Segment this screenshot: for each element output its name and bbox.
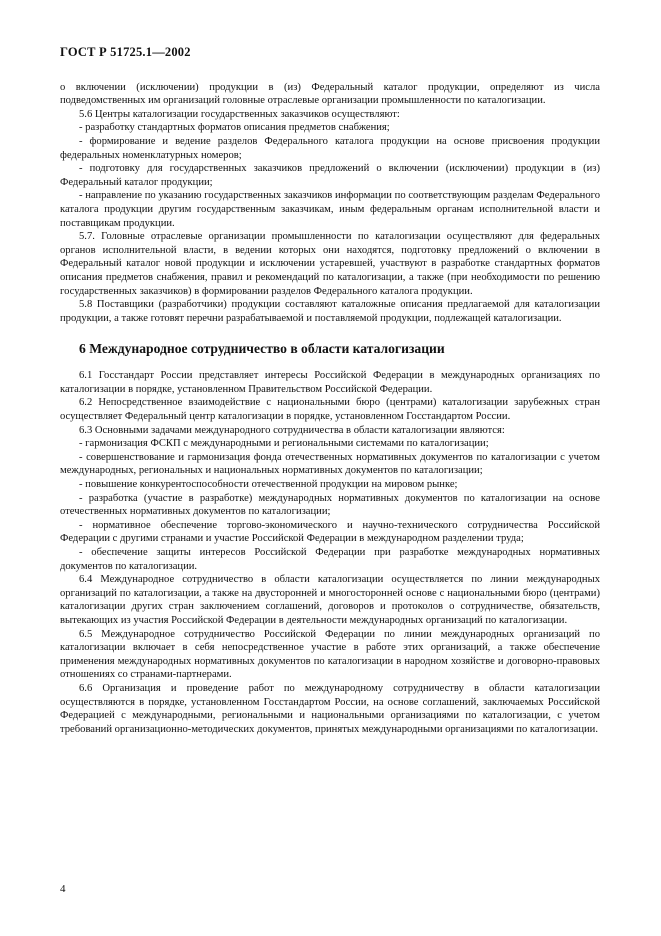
- document-header: ГОСТ Р 51725.1—2002: [60, 45, 191, 59]
- document-page: [60, 46, 600, 736]
- list-item: - нормативное обеспечение торгово-экономического и научно-технического сотрудничества Российской Федерации с другими странами и участие Российской Федерации в международном разделении труда;: [60, 519, 600, 545]
- paragraph: 6.1 Госстандарт России представляет интересы Российской Федерации в международных организациях по каталогизации в порядке, установленном Правительством Российской Федерации.: [60, 370, 600, 395]
- list-item: - обеспечение защиты интересов Российской Федерации при разработке международных нормативных документов по каталогизации.: [60, 547, 600, 572]
- paragraph: 6.3 Основными задачами международного сотрудничества в области каталогизации являются:: [79, 424, 505, 436]
- paragraph: 5.8 Поставщики (разработчики) продукции составляют каталожные описания предлагаемой для каталогизации продукции, а также готовят перечни разрабатываемой и поставляемой продукции, подлежащей каталогизации.: [60, 299, 600, 324]
- paragraph: 6.2 Непосредственное взаимодействие с национальными бюро (центрами) каталогизации зарубежных стран осуществляет Федеральный центр каталогизации в порядке, установленном Госстандартом России.: [60, 397, 600, 423]
- list-item: - совершенствование и гармонизация фонда отечественных нормативных документов по каталогизации с учетом международных, региональных и национальных нормативных документов по каталогизации;: [60, 451, 600, 477]
- section-heading: 6 Международное сотрудничество в области каталогизации: [79, 341, 445, 357]
- list-item: - разработку стандартных форматов описания предметов снабжения;: [79, 122, 390, 134]
- paragraph: 6.5 Международное сотрудничество Российской Федерации по линии международных организаций по каталогизации включает в себя непосредственное участие в работе этих организаций, а также обеспечение применения международных нормативных документов по каталогизации в народном хозяйстве и договорно-правовых отношениях со странами-партнерами.: [60, 628, 600, 681]
- page-number: 4: [60, 883, 66, 895]
- paragraph: 5.6 Центры каталогизации государственных заказчиков осуществляют:: [79, 108, 400, 120]
- paragraph: 6.4 Международное сотрудничество в области каталогизации осуществляется по линии международных организаций по каталогизации, а также на двусторонней и многосторонней основе с национальными бюро (центрами) каталогизации других стран заключением соглашений, договоров и протоколов о сотрудничестве, обязательств, вытекающих из участия Российской Федерации в деятельности международных организаций по каталогизации.: [60, 574, 600, 626]
- list-item: - повышение конкурентоспособности отечественной продукции на мировом рынке;: [79, 479, 458, 491]
- list-item: - гармонизация ФСКП с международными и региональными системами по каталогизации;: [79, 438, 489, 450]
- list-item: - разработка (участие в разработке) международных нормативных документов по каталогизации на основе отечественных нормативных документов по каталогизации;: [60, 492, 600, 518]
- list-item: - направление по указанию государственных заказчиков информации по соответствующим разделам Федерального каталога продукции другим государственным заказчикам, иным федеральным органам исполнительной власти и поставщикам продукции.: [60, 190, 600, 229]
- list-item: - формирование и ведение разделов Федерального каталога продукции на основе присвоения продукции федеральных номенклатурных номеров;: [60, 135, 600, 161]
- paragraph: о включении (исключении) продукции в (из) Федеральный каталог продукции, определяют из числа подведомственных им организаций головные отраслевые организации промышленности по каталогизации.: [60, 81, 600, 107]
- list-item: - подготовку для государственных заказчиков предложений о включении (исключении) продукции в (из) Федеральный каталог продукции;: [60, 163, 600, 188]
- paragraph: 6.6 Организация и проведение работ по международному сотрудничеству в области каталогизации осуществляются в порядке, установленном Госстандартом России, на основе соглашений, заключаемых Российской Федерацией с международными, региональными и национальными организациями по каталогизации, с учетом требований организационно-методических документов, принятых международными организациями по каталогизации.: [60, 682, 600, 735]
- paragraph: 5.7. Головные отраслевые организации промышленности по каталогизации осуществляют для федеральных органов исполнительной власти, в ведении которых они находятся, подготовку предложений о включении в Федеральный каталог новой продукции и исключении устаревшей, участвуют в разработке стандартных форматов описания предметов снабжения, правил и рекомендаций по каталогизации, а также (при необходимости по решению государственных заказчиков) в формировании разделов Федерального каталога продукции.: [60, 231, 600, 297]
